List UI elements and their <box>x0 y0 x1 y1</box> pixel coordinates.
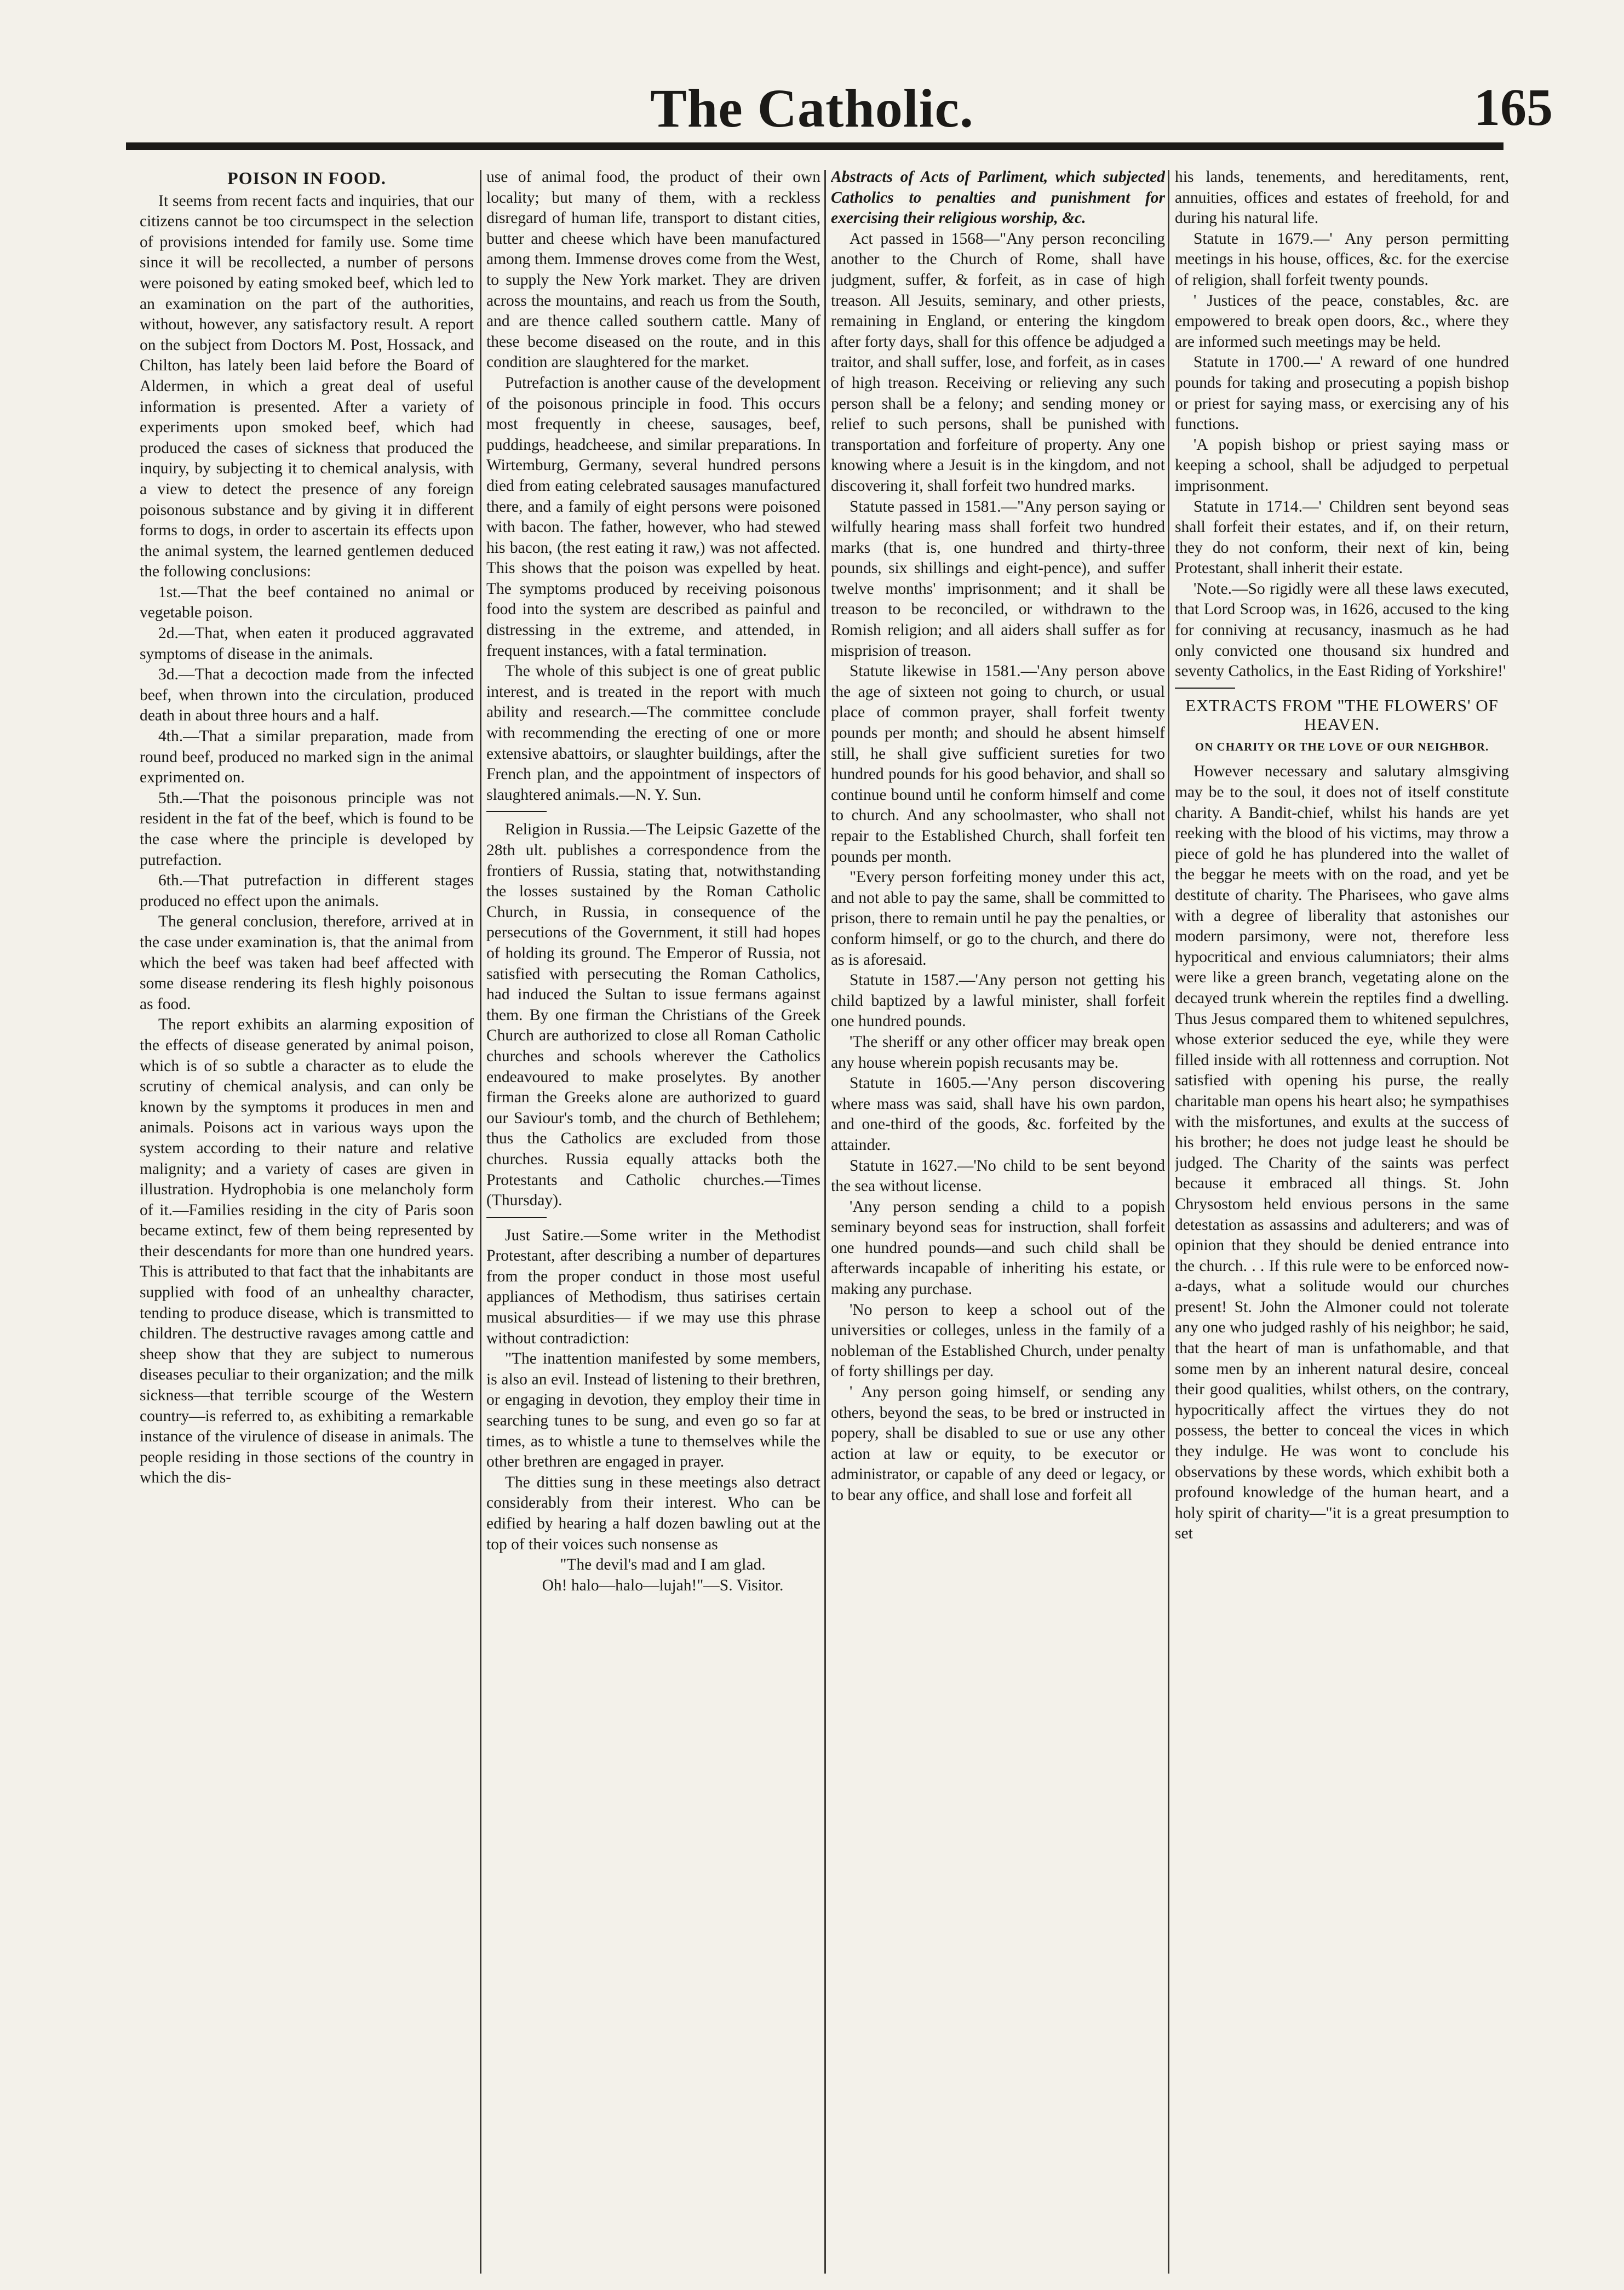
article-paragraph: The general conclusion, therefore, arrived at in the case under examination is, that the animal from which the beef was taken had beef affected with some disease rendering its flesh highly poisonous as food. <box>140 913 474 1013</box>
conclusion-item: 6th.—That putrefaction in different stages produced no effect upon the animals. <box>140 872 474 910</box>
statute-paragraph: 'Any person sending a child to a popish seminary beyond seas for instruction, shall forfeit one hundred pounds—and such child shall be afterwards incapable of inheriting his estate, or making any purchase. <box>831 1198 1165 1298</box>
article-subheading-charity: ON CHARITY OR THE LOVE OF OUR NEIGHBOR. <box>1195 740 1489 753</box>
article-paragraph: The whole of this subject is one of great public interest, and is treated in the report with much ability and research.—The committee conclude with recommending the erecting of one or more extensive abattoirs, or slaughter buildings, after the French plan, and the appointment of inspectors of slaughtered animals.—N. Y. Sun. <box>486 662 820 804</box>
conclusion-item: 1st.—That the beef contained no animal or vegetable poison. <box>140 583 474 622</box>
column-divider <box>480 170 481 2274</box>
article-heading-poison: POISON IN FOOD. <box>227 168 386 188</box>
statute-paragraph: 'No person to keep a school out of the universities or colleges, unless in the family of a nobleman of the Established Church, under penalty of forty shillings per day. <box>831 1301 1165 1381</box>
conclusion-item: 2d.—That, when eaten it produced aggravated symptoms of disease in the animals. <box>140 625 474 663</box>
section-rule <box>486 811 547 812</box>
statute-paragraph: Statute passed in 1581.—"Any person saying or wilfully hearing mass shall forfeit two hundred marks (that is, one hundred and thirty-three pounds, six shillings and eight-pence), and suffer twelve months' imprisonment; and it shall be treason to be reconciled, or withdrawn to the Romish religion; and all aiders shall suffer as for misprision of treason. <box>831 497 1165 660</box>
statute-paragraph: Act passed in 1568—"Any person reconciling another to the Church of Rome, shall have judgment, suffer, & forfeit, as in case of high treason. All Jesuits, seminary, and other priests, remaining in England, or entering the kingdom after forty days, shall for this offence be adjudged a traitor, and shall suffer, lose, and forfeit, as in cases of high treason. Receiving or relieving any such person shall be a felony; and sending money or relief to such persons, shall be punished with transportation and forfeiture of property. Any one knowing where a Jesuit is in the kingdom, and not discovering it, shall forfeit two hundred marks. <box>831 230 1165 495</box>
article-heading-abstracts: Abstracts of Acts of Parliment, which subjected Catholics to penalties and punishment for exercising their religious worship, &c. <box>831 168 1165 227</box>
statute-paragraph: Statute in 1714.—' Children sent beyond seas shall forfeit their estates, and if, on their return, they do not conform, their next of kin, being Protestant, shall inherit their estate. <box>1175 497 1509 577</box>
verse-line: Oh! halo—halo—lujah!"—S. Visitor. <box>542 1576 784 1594</box>
section-rule <box>1175 688 1235 689</box>
article-paragraph: use of animal food, the product of their own locality; but many of them, with a reckless disregard of human life, transport to distant cities, butter and cheese which have been manufactured among them. Immense droves come from the West, to supply the New York market. They are driven across the mountains, and reach us from the South, and are thence called southern cattle. Many of these become diseased on the route, and in this condition are slaughtered for the market. <box>486 168 820 371</box>
statute-paragraph: ' Any person going himself, or sending any others, beyond the seas, to be bred or instructed in popery, shall be disabled to sue or use any other action at law or equity, to be executor or administrator, or capable of any deed or legacy, or to bear any office, and shall lose and forfeit all <box>831 1383 1165 1504</box>
column-3 <box>831 167 1165 2276</box>
article-paragraph: Putrefaction is another cause of the development of the poisonous principle in food. This occurs most frequently in cheese, sausages, beef, puddings, headcheese, and similar preparations. In Wirtemburg, Germany, several hundred persons died from eating celebrated sausages manufactured there, and a family of eight persons were poisoned with bacon. The father, however, who had stewed his bacon, (the rest eating it raw,) was not affected. This shows that the poison was expelled by heat. The symptoms produced by receiving poisonous food into the system are described as painful and distressing in the extreme, and attended, in frequent instances, with a fatal termination. <box>486 374 820 660</box>
page-title: The Catholic. <box>650 78 974 139</box>
article-religion-in-russia: Religion in Russia.—The Leipsic Gazette of the 28th ult. publishes a correspondence from the frontiers of Russia, stating that, notwithstanding the losses sustained by the Roman Catholic Church, in Russia, in consequence of the persecutions of the Government, it still had hopes of holding its ground. The Emperor of Russia, not satisfied with persecuting the Roman Catholics, had induced the Sultan to issue fermans against them. By one firman the Christians of the Greek Church are authorized to close all Roman Catholic churches and schools wherever the Catholics endeavoured to make proselytes. By another firman the Greeks alone are authorized to guard our Saviour's tomb, and the church of Bethlehem; thus the Catholics are excluded from those churches. Russia equally attacks both the Protestants and Catholic churches.—Times (Thursday). <box>486 821 820 1210</box>
column-2 <box>486 167 820 2276</box>
conclusion-item: 5th.—That the poisonous principle was not resident in the fat of the beef, which is found to be the case where the principle is developed by putrefaction. <box>140 789 474 869</box>
statute-paragraph: ' Justices of the peace, constables, &c. are empowered to break open doors, &c., where they are informed such meetings may be held. <box>1175 291 1509 351</box>
article-paragraph: The ditties sung in these meetings also detract considerably from their interest. Who can be edified by hearing a half dozen bawling out at the top of their voices such nonsense as <box>486 1473 820 1553</box>
conclusion-item: 4th.—That a similar preparation, made from round beef, produced no marked sign in the animal exprimented on. <box>140 728 474 787</box>
statute-paragraph: 'A popish bishop or priest saying mass or keeping a school, shall be adjudged to perpetual imprisonment. <box>1175 436 1509 495</box>
conclusion-item: 3d.—That a decoction made from the infected beef, when thrown into the circulation, produced death in about three hours and a half. <box>140 666 474 725</box>
statute-paragraph: 'The sheriff or any other officer may break open any house wherein popish recusants may be. <box>831 1033 1165 1072</box>
article-just-satire: Just Satire.—Some writer in the Methodist Protestant, after describing a number of departures from the proper conduct in those most useful appliances of Methodism, thus satirises certain musical absurdities— if we may use this phrase without contradiction: <box>486 1226 820 1347</box>
column-1 <box>140 167 474 2276</box>
statute-paragraph: Statute in 1587.—'Any person not getting his child baptized by a lawful minister, shall forfeit one hundred pounds. <box>831 971 1165 1030</box>
statute-paragraph: Statute in 1679.—' Any person permitting meetings in his house, offices, &c. for the exercise of religion, shall forfeit twenty pounds. <box>1175 230 1509 289</box>
article-heading-extracts: EXTRACTS FROM "THE FLOWERS' OF HEAVEN. <box>1185 695 1499 734</box>
article-paragraph: The report exhibits an alarming exposition of the effects of disease generated by animal poison, which is of so subtle a character as to elude the scrutiny of chemical analysis, and can only be known by the symptoms it produces in men and animals. Poisons act in various ways upon the system according to their nature and relative malignity; and a variety of cases are given in illustration. Hydrophobia is one melancholy form of it.—Families residing in the city of Paris soon became extinct, few of them being represented by their descendants for more than one hundred years. This is attributed to that fact that the inhabitants are supplied with food of an unhealthy character, tending to produce disease, which is transmitted to children. The destructive ravages among cattle and sheep show that they are subject to numerous diseases peculiar to their organization; and the milk sickness—that terrible scourge of the Western country—is referred to, as exhibiting a remarkable instance of the virulence of disease in animals. The people residing in those sections of the country in which the dis- <box>140 1016 474 1487</box>
statute-paragraph: Statute likewise in 1581.—'Any person above the age of sixteen not going to church, or usual place of common prayer, shall forfeit twenty pounds per month; and should he absent himself still, he shall give sufficient sureties for two hundred pounds for his good behavior, and shall so continue bound until he conform himself and come to church. And any schoolmaster, who shall not repair to the Established Church, shall forfeit ten pounds per month. <box>831 662 1165 866</box>
statute-paragraph: Statute in 1627.—'No child to be sent beyond the sea without license. <box>831 1157 1165 1195</box>
page-number: 165 <box>1474 78 1553 136</box>
article-paragraph: It seems from recent facts and inquiries, that our citizens cannot be too circumspect in the selection of provisions intended for family use. Some time since it will be recollected, a number of persons were poisoned by eating smoked beef, which led to an examination on the part of the authorities, without, however, any satisfactory result. A report on the subject from Doctors M. Post, Hossack, and Chilton, has lately been laid before the Board of Aldermen, in which a great deal of useful information is presented. After a variety of experiments upon smoked beef, which had produced the cases of sickness that produced the inquiry, by subjecting it to chemical analysis, with a view to detect the presence of any foreign poisonous substance and by giving it in different forms to dogs, in order to ascertain its effects upon the animal system, the learned gentlemen deduced the following conclusions: <box>140 192 474 581</box>
header-rule <box>126 142 1504 150</box>
section-rule <box>486 1217 547 1218</box>
column-divider <box>824 170 826 2274</box>
statute-paragraph: 'Note.—So rigidly were all these laws executed, that Lord Scroop was, in 1626, accused to the king for conniving at recusancy, inasmuch as he had only convicted one thousand six hundred and seventy Catholics, in the East Riding of Yorkshire!' <box>1175 580 1509 680</box>
verse-line: "The devil's mad and I am glad. <box>560 1556 766 1574</box>
article-paragraph: However necessary and salutary almsgiving may be to the soul, it does not of itself constitute charity. A Bandit-chief, whilst his hands are yet reeking with the blood of his victims, may throw a piece of gold he has plundered into the wallet of the beggar he meets with on the road, and yet be destitute of charity. The Pharisees, who gave alms with a degree of liberality that astonishes our modern parsimony, were not, therefore less hypocritical and envious calumniators; their alms were like a green branch, vegetating alone on the decayed trunk wherein the reptiles find a dwelling. Thus Jesus compared them to whitened sepulchres, whose exterior seduced the eye, while they were filled inside with all rottenness and corruption. Not satisfied with opening his purse, the really charitable man opens his heart also; he sympathises with the misfortunes, and exults at the success of his brother; he does not judge least he should be judged. The Charity of the saints was perfect because it embraced all things. St. John Chrysostom held envious persons in the same detestation as assassins and adulterers; and was of opinion that they should be denied entrance into the church. . . If this rule were to be enforced now-a-days, what a solitude would our churches present! St. John the Almoner could not tolerate any one who judged rashly of his neighbor; he said, that the heart of man is unfathomable, and that some men by an inherent natural desire, conceal their good qualities, whilst others, on the contrary, hypocritically affect the virtues they do not possess, the better to conceal the vices in which they indulge. He was wont to conclude his observations by these words, which exhibit both a profound knowledge of the human heart, and a holy spirit of charity—"it is a great presumption to set <box>1175 763 1509 1543</box>
statute-paragraph: Statute in 1605.—'Any person discovering where mass was said, shall have his own pardon, and one-third of the goods, &c. forfeited by the attainder. <box>831 1074 1165 1154</box>
column-4 <box>1175 167 1509 2276</box>
statute-paragraph: his lands, tenements, and hereditaments, rent, annuities, offices and estates of freehold, for and during his natural life. <box>1175 168 1509 227</box>
masthead <box>0 77 1624 153</box>
statute-paragraph: "Every person forfeiting money under this act, and not able to pay the same, shall be committed to prison, there to remain until he pay the penalties, or conform himself, or go to the church, and there do as is aforesaid. <box>831 868 1165 969</box>
statute-paragraph: Statute in 1700.—' A reward of one hundred pounds for taking and prosecuting a popish bishop or priest for saying mass, or exercising any of his functions. <box>1175 353 1509 433</box>
article-paragraph: "The inattention manifested by some members, is also an evil. Instead of listening to their brethren, or engaging in devotion, they employ their time in searching tunes to be sung, and even go so far at times, as to whistle a tune to themselves while the other brethren are engaged in prayer. <box>486 1350 820 1471</box>
column-divider <box>1168 170 1169 2274</box>
